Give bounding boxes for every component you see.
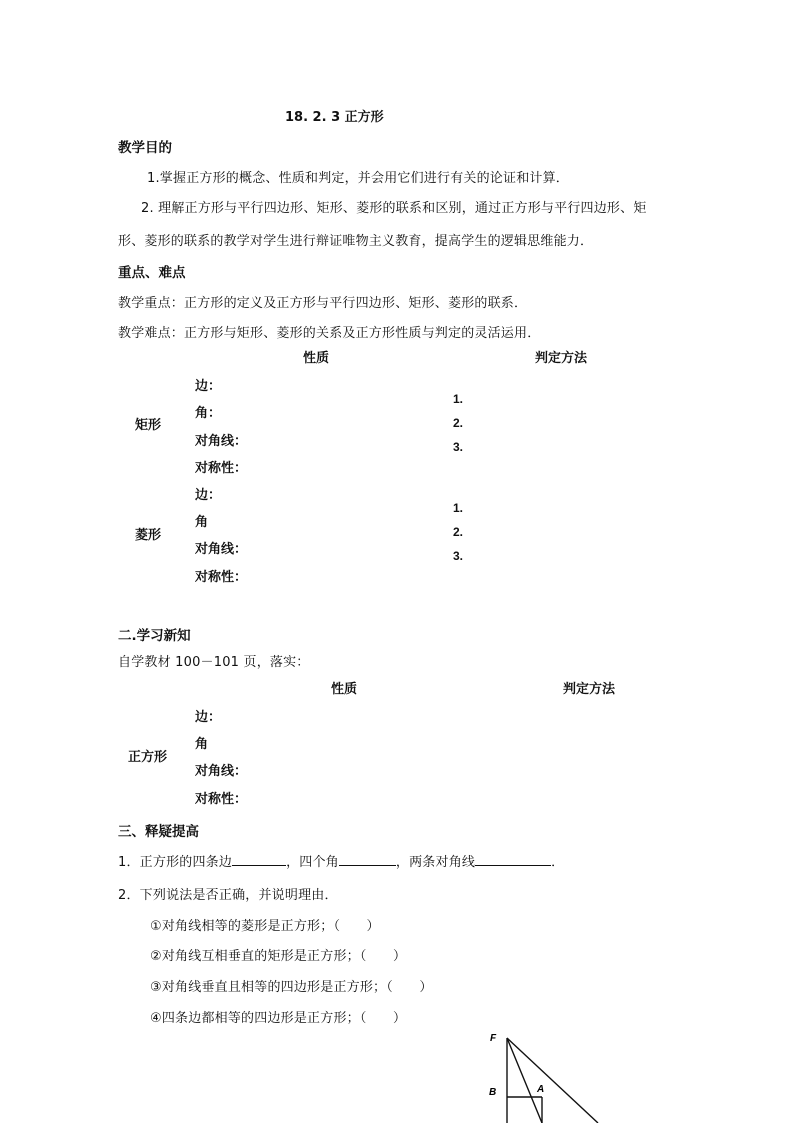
difficulty-text: 教学难点：正方形与矩形、菱形的关系及正方形性质与判定的灵活运用． [118,326,541,341]
figure-label-b: B [489,1087,497,1098]
question-1 [118,851,564,870]
page-title: 18. 2. 3 正方形 [285,110,384,125]
blank-angles[interactable] [339,853,396,866]
table1-header-property: 性质 [303,351,330,366]
question-1-part-a: 1．正方形的四条边 [118,855,233,870]
statement-2: ②对角线互相垂直的矩形是正方形；（ ） [150,949,407,964]
goal-item-2-line1: 2. 理解正方形与平行四边形、矩形、菱形的联系和区别，通过正方形与平行四边形、矩 [141,201,647,216]
rhombus-label: 菱形 [135,528,162,543]
table2-header-property: 性质 [331,682,358,697]
key-heading: 重点、难点 [118,265,186,281]
rect-prop-symmetry: 对称性： [195,461,248,476]
figure-label-f: F [490,1033,497,1044]
rect-prop-side: 边： [195,379,222,394]
question-1-part-b: ，四个角 [286,855,339,870]
square-label: 正方形 [128,750,168,765]
square-prop-side: 边： [195,710,222,725]
rhombus-prop-symmetry: 对称性： [195,570,248,585]
rhombus-prop-side: 边： [195,488,222,503]
rect-label: 矩形 [135,418,162,433]
square-prop-angle: 角 [195,737,209,752]
part3-heading: 三、释疑提高 [118,824,199,840]
table1-header-judge: 判定方法 [535,351,588,366]
statement-3: ③对角线垂直且相等的四边形是正方形；（ ） [150,980,433,995]
key-point-text: 教学重点：正方形的定义及正方形与平行四边形、矩形、菱形的联系． [118,296,528,311]
rect-prop-angle: 角： [195,406,222,421]
question-1-part-c: ，两条对角线 [395,855,476,870]
blank-sides[interactable] [232,853,286,866]
rhombus-judge-2: 2. [453,525,464,539]
rhombus-prop-diagonal: 对角线： [195,542,248,557]
geometry-figure [480,1025,620,1123]
statement-1: ①对角线相等的菱形是正方形；（ ） [150,919,380,934]
goal-item-1: 1.掌握正方形的概念、性质和判定，并会用它们进行有关的论证和计算． [147,171,570,186]
blank-diagonals[interactable] [475,853,551,866]
part2-heading: 二.学习新知 [118,628,191,644]
goal-heading: 教学目的 [118,140,172,156]
rect-prop-diagonal: 对角线： [195,434,248,449]
table2-header-judge: 判定方法 [563,682,616,697]
rect-judge-1: 1. [453,392,464,406]
square-prop-symmetry: 对称性： [195,792,248,807]
rhombus-judge-1: 1. [453,501,464,515]
rect-judge-2: 2. [453,416,464,430]
square-prop-diagonal: 对角线： [195,764,248,779]
figure-line-f-steep [507,1038,545,1123]
rhombus-judge-3: 3. [453,549,464,563]
rhombus-prop-angle: 角 [195,515,209,530]
goal-item-2-line2: 形、菱形的联系的教学对学生进行辩证唯物主义教育，提高学生的逻辑思维能力． [118,234,594,249]
statement-4: ④四条边都相等的四边形是正方形；（ ） [150,1011,407,1026]
question-2: 2．下列说法是否正确，并说明理由． [118,888,338,903]
figure-label-a: A [537,1084,545,1095]
part2-intro: 自学教材 100－101 页，落实： [118,655,310,670]
question-1-part-d: ． [551,855,565,870]
rect-judge-3: 3. [453,440,464,454]
figure-line-f-shallow [507,1038,598,1123]
